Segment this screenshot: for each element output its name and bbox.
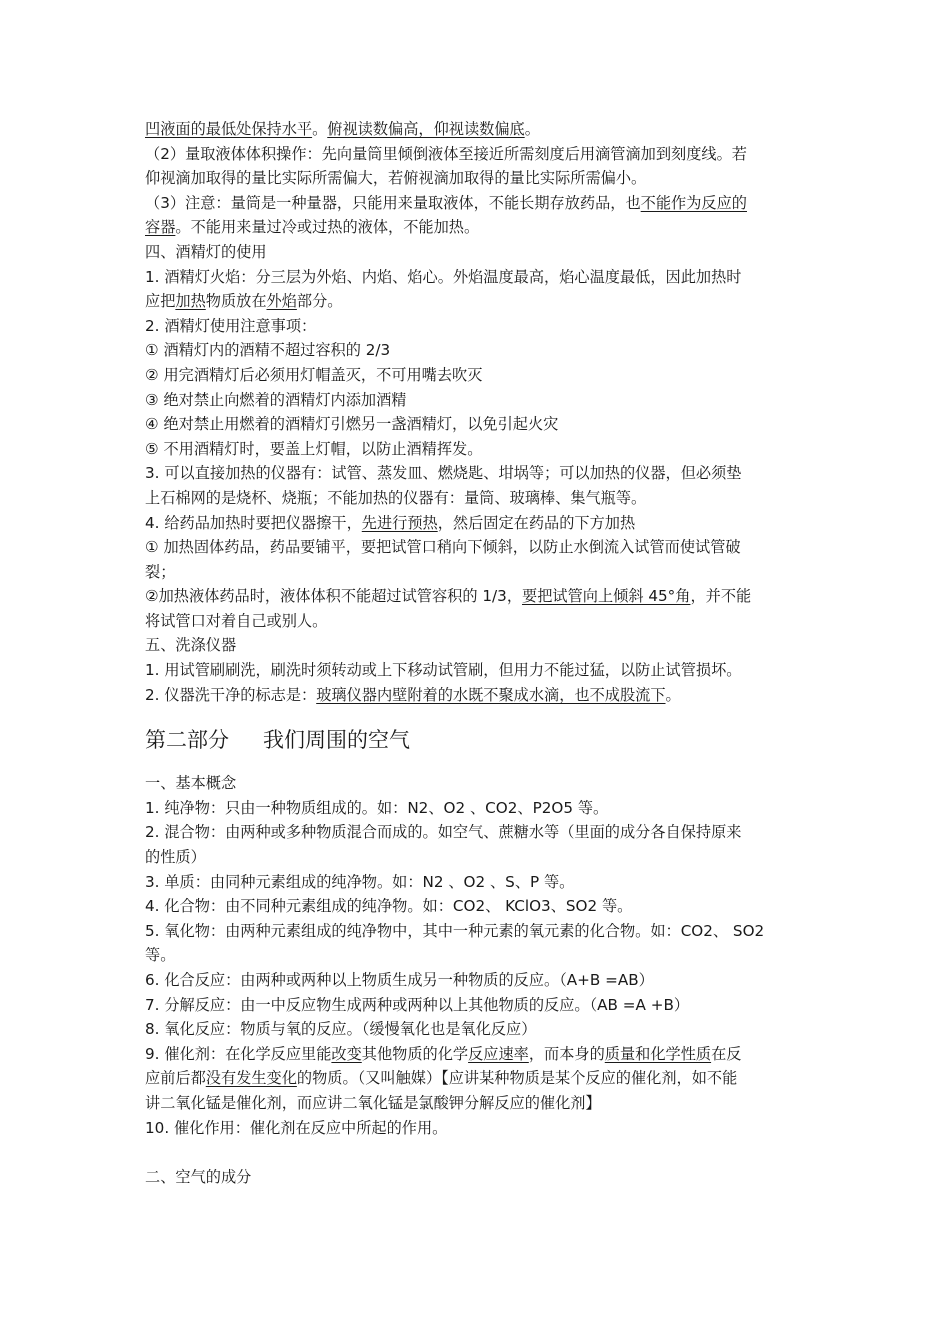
part-title: 第二部分 我们周围的空气 bbox=[145, 728, 410, 753]
paragraph-line: 凹液面的最低处保持水平。俯视读数偏高，仰视读数偏底。 bbox=[145, 120, 540, 138]
underlined-text: 俯视读数偏高，仰视读数偏底 bbox=[327, 120, 525, 138]
underlined-text: 反应速率 bbox=[468, 1044, 529, 1063]
list-item: 4. 化合物：由不同种元素组成的纯净物。如：CO2、 KClO3、SO2 等。 bbox=[145, 897, 633, 916]
paragraph-line: （3）注意：量筒是一种量器，只能用来量取液体，不能长期存放药品，也不能作为反应的 bbox=[145, 193, 747, 212]
list-item: 5. 氧化物：由两种元素组成的纯净物中，其中一种元素的氧元素的化合物。如：CO2、 SO2 bbox=[145, 921, 765, 940]
list-item: 1. 纯净物：只由一种物质组成的。如：N2、O2 、CO2、P2O5 等。 bbox=[145, 798, 609, 817]
paragraph-line: 容器。不能用来量过冷或过热的液体，不能加热。 bbox=[145, 218, 480, 237]
list-item: 8. 氧化反应：物质与氧的反应。（缓慢氧化也是氧化反应） bbox=[145, 1020, 537, 1039]
list-item: 应把加热物质放在外焰部分。 bbox=[145, 292, 343, 311]
list-item: ②加热液体药品时，液体体积不能超过试管容积的 1/3，要把试管向上倾斜 45°角，并不能 bbox=[145, 587, 752, 606]
list-item: 讲二氧化锰是催化剂，而应讲二氧化锰是氯酸钾分解反应的催化剂】 bbox=[145, 1093, 601, 1112]
list-item: ③ 绝对禁止向燃着的酒精灯内添加酒精 bbox=[145, 390, 407, 409]
list-item: 7. 分解反应：由一中反应物生成两种或两种以上其他物质的反应。（AB =A +B） bbox=[145, 995, 690, 1014]
list-item: ② 用完酒精灯后必须用灯帽盖灭，不可用嘴去吹灭 bbox=[145, 365, 483, 384]
list-item: 将试管口对着自己或别人。 bbox=[145, 611, 328, 630]
paragraph-line: 仰视滴加取得的量比实际所需偏大，若俯视滴加取得的量比实际所需偏小。 bbox=[145, 169, 647, 188]
underlined-text: 凹液面的最低处保持水平 bbox=[145, 120, 313, 138]
list-item: 的性质） bbox=[145, 848, 206, 867]
list-item: ④ 绝对禁止用燃着的酒精灯引燃另一盏酒精灯，以免引起火灾 bbox=[145, 415, 559, 434]
list-item: 2. 混合物：由两种或多种物质混合而成的。如空气、蔗糖水等（里面的成分各自保持原来 bbox=[145, 823, 742, 842]
list-item: 10. 催化作用：催化剂在反应中所起的作用。 bbox=[145, 1118, 448, 1137]
list-item: 3. 可以直接加热的仪器有：试管、蒸发皿、燃烧匙、坩埚等；可以加热的仪器，但必须垫 bbox=[145, 464, 742, 483]
list-item: ① 加热固体药品，药品要铺平，要把试管口稍向下倾斜，以防止水倒流入试管而使试管破 bbox=[145, 538, 741, 557]
list-item: ⑤ 不用酒精灯时，要盖上灯帽，以防止酒精挥发。 bbox=[145, 439, 483, 458]
underlined-text: 加热 bbox=[175, 292, 206, 311]
list-item: 9. 催化剂：在化学反应里能改变其他物质的化学反应速率，而本身的质量和化学性质在反 bbox=[145, 1044, 742, 1063]
paragraph-line: （2）量取液体体积操作：先向量筒里倾倒液体至接近所需刻度后用滴管滴加到刻度线。若 bbox=[145, 144, 747, 163]
list-item: 应前后都没有发生变化的物质。（又叫触媒）【应讲某种物质是某个反应的催化剂，如不能 bbox=[145, 1069, 738, 1088]
underlined-text: 玻璃仪器内壁附着的水既不聚成水滴，也不成股流下 bbox=[316, 685, 666, 704]
list-item: 1. 酒精灯火焰：分三层为外焰、内焰、焰心。外焰温度最高，焰心温度最低，因此加热时 bbox=[145, 267, 742, 286]
list-item: 6. 化合反应：由两种或两种以上物质生成另一种物质的反应。（A+B =AB） bbox=[145, 971, 654, 989]
list-item: 2. 仪器洗干净的标志是：玻璃仪器内壁附着的水既不聚成水滴，也不成股流下。 bbox=[145, 685, 681, 704]
list-item: 1. 用试管刷刷洗，刷洗时须转动或上下移动试管刷，但用力不能过猛，以防止试管损坏。 bbox=[145, 661, 742, 680]
section-heading: 四、酒精灯的使用 bbox=[145, 242, 267, 261]
list-item: ① 酒精灯内的酒精不超过容积的 2/3 bbox=[145, 341, 391, 360]
list-item: 等。 bbox=[145, 946, 176, 965]
underlined-text: 先进行预热 bbox=[361, 513, 438, 532]
section-heading: 二、空气的成分 bbox=[145, 1167, 252, 1186]
section-heading: 一、基本概念 bbox=[145, 774, 237, 793]
underlined-text: 没有发生变化 bbox=[205, 1069, 297, 1088]
list-item: 3. 单质：由同种元素组成的纯净物。如：N2 、O2 、S、P 等。 bbox=[145, 872, 575, 891]
list-item: 裂； bbox=[145, 562, 176, 581]
underlined-text: 质量和化学性质 bbox=[604, 1044, 712, 1063]
document-page bbox=[145, 117, 810, 1189]
list-item: 4. 给药品加热时要把仪器擦干，先进行预热，然后固定在药品的下方加热 bbox=[145, 513, 636, 532]
list-item: 2. 酒精灯使用注意事项： bbox=[145, 316, 317, 335]
underlined-text: 要把试管向上倾斜 45°角 bbox=[522, 587, 691, 606]
underlined-text: 容器 bbox=[145, 218, 176, 237]
underlined-text: 改变 bbox=[331, 1044, 362, 1063]
list-item: 上石棉网的是烧杯、烧瓶；不能加热的仪器有：量筒、玻璃棒、集气瓶等。 bbox=[145, 488, 647, 507]
underlined-text: 不能作为反应的 bbox=[640, 193, 747, 212]
section-heading: 五、洗涤仪器 bbox=[145, 636, 237, 655]
underlined-text: 外焰 bbox=[266, 292, 297, 311]
